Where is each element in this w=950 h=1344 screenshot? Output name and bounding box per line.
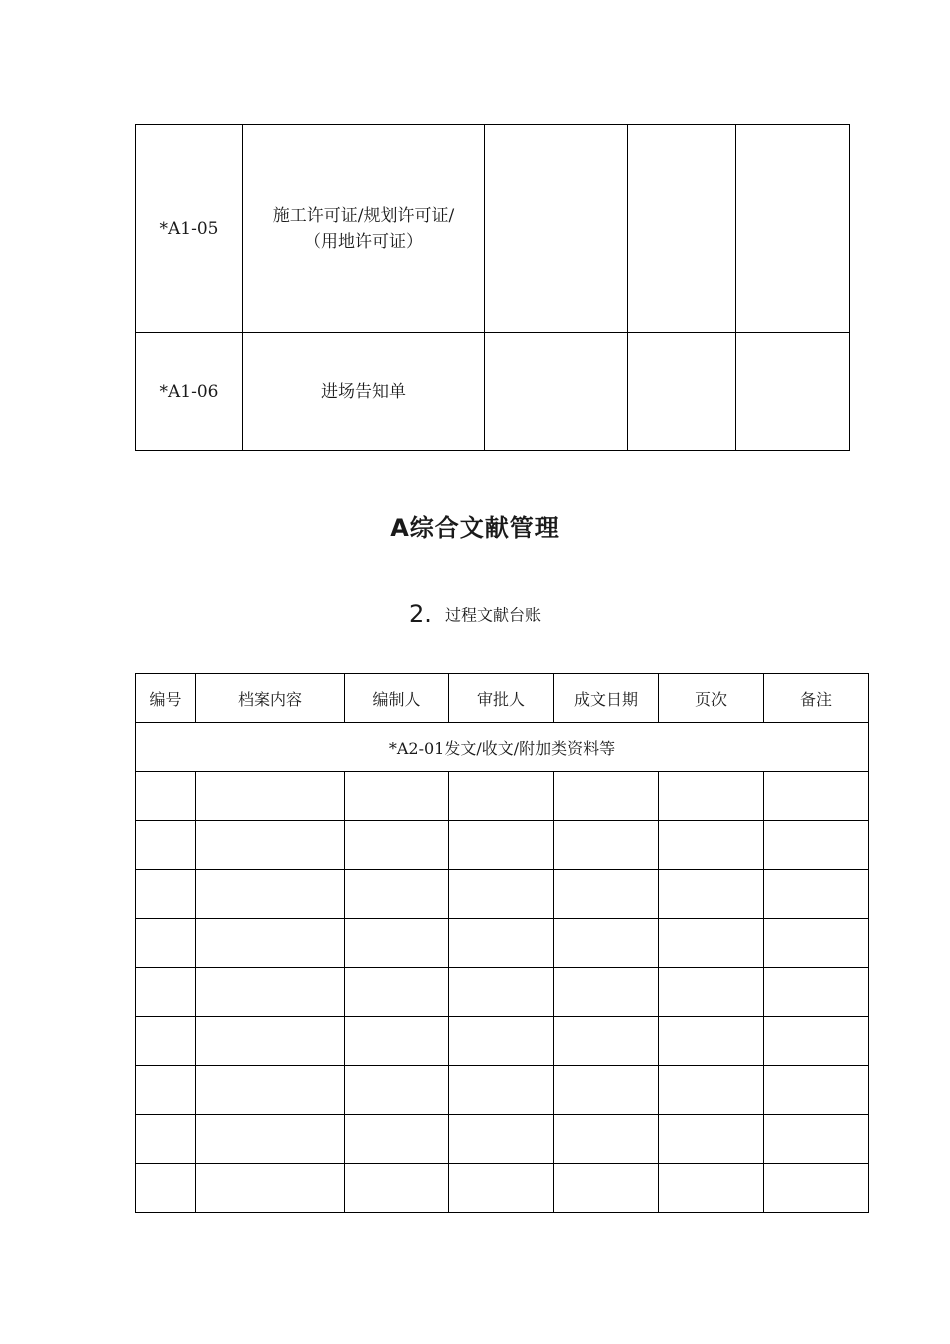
empty-cell — [659, 772, 764, 821]
table-row — [136, 1115, 869, 1164]
empty-cell — [554, 821, 659, 870]
table-row — [136, 1066, 869, 1115]
empty-cell — [449, 821, 554, 870]
table-row — [136, 1017, 869, 1066]
empty-cell — [736, 333, 850, 451]
empty-cell — [345, 870, 449, 919]
empty-cell — [196, 821, 345, 870]
empty-cell — [345, 1017, 449, 1066]
section-title: A综合文献管理 — [390, 514, 560, 542]
empty-cell — [136, 1017, 196, 1066]
table-row — [136, 333, 850, 451]
empty-cell — [628, 125, 736, 333]
empty-cell — [196, 1066, 345, 1115]
table-row — [136, 1164, 869, 1213]
empty-cell — [764, 1164, 869, 1213]
empty-cell — [136, 968, 196, 1017]
record-content: 进场告知单 — [243, 333, 485, 451]
header-cell-code: 编号 — [136, 674, 196, 723]
empty-cell — [736, 125, 850, 333]
table-row — [136, 919, 869, 968]
header-cell-pages: 页次 — [659, 674, 764, 723]
top-record-table — [135, 124, 850, 451]
empty-cell — [659, 821, 764, 870]
process-ledger-table — [135, 673, 869, 1213]
empty-cell — [449, 1017, 554, 1066]
empty-cell — [345, 919, 449, 968]
record-content-line: （用地许可证） — [304, 231, 423, 252]
subsection-number: 2. — [408, 600, 432, 628]
empty-cell — [449, 870, 554, 919]
empty-cell — [196, 1017, 345, 1066]
record-code: *A1-05 — [136, 125, 243, 333]
empty-cell — [449, 772, 554, 821]
empty-cell — [345, 1066, 449, 1115]
empty-cell — [485, 125, 628, 333]
empty-cell — [345, 968, 449, 1017]
empty-cell — [764, 1017, 869, 1066]
empty-cell — [449, 919, 554, 968]
empty-cell — [345, 821, 449, 870]
empty-cell — [554, 1066, 659, 1115]
table-row — [136, 772, 869, 821]
table-row — [136, 821, 869, 870]
empty-cell — [196, 870, 345, 919]
empty-cell — [659, 1164, 764, 1213]
empty-cell — [196, 968, 345, 1017]
empty-cell — [659, 919, 764, 968]
empty-cell — [136, 1115, 196, 1164]
empty-cell — [449, 1115, 554, 1164]
empty-cell — [764, 870, 869, 919]
empty-cell — [449, 1066, 554, 1115]
empty-cell — [554, 1164, 659, 1213]
empty-cell — [554, 968, 659, 1017]
record-content-line: 施工许可证/规划许可证/ — [272, 205, 455, 226]
record-code: *A1-06 — [136, 333, 243, 451]
empty-cell — [764, 772, 869, 821]
empty-cell — [136, 1164, 196, 1213]
empty-cell — [485, 333, 628, 451]
header-row — [136, 674, 869, 723]
empty-cell — [196, 919, 345, 968]
header-cell-approver: 审批人 — [449, 674, 554, 723]
empty-cell — [136, 870, 196, 919]
subsection-heading — [0, 600, 950, 628]
empty-cell — [345, 1164, 449, 1213]
empty-cell — [659, 870, 764, 919]
empty-cell — [554, 1115, 659, 1164]
empty-cell — [554, 919, 659, 968]
record-content — [243, 125, 485, 333]
empty-cell — [136, 772, 196, 821]
empty-cell — [764, 1115, 869, 1164]
table-row — [136, 125, 850, 333]
empty-cell — [136, 919, 196, 968]
empty-cell — [659, 1115, 764, 1164]
header-cell-author: 编制人 — [345, 674, 449, 723]
empty-cell — [196, 1164, 345, 1213]
empty-cell — [449, 1164, 554, 1213]
empty-cell — [659, 1017, 764, 1066]
empty-cell — [345, 1115, 449, 1164]
group-label: *A2-01发文/收文/附加类资料等 — [136, 723, 869, 772]
header-cell-content: 档案内容 — [196, 674, 345, 723]
empty-cell — [554, 772, 659, 821]
header-cell-remarks: 备注 — [764, 674, 869, 723]
table-row — [136, 870, 869, 919]
empty-cell — [136, 1066, 196, 1115]
empty-cell — [196, 772, 345, 821]
table-row — [136, 968, 869, 1017]
empty-cell — [136, 821, 196, 870]
empty-cell — [628, 333, 736, 451]
empty-cell — [764, 1066, 869, 1115]
group-row — [136, 723, 869, 772]
empty-cell — [764, 919, 869, 968]
empty-cell — [449, 968, 554, 1017]
empty-cell — [764, 821, 869, 870]
empty-cell — [764, 968, 869, 1017]
empty-cell — [554, 870, 659, 919]
empty-cell — [196, 1115, 345, 1164]
subsection-title: 过程文献台账 — [444, 605, 541, 625]
empty-cell — [659, 1066, 764, 1115]
empty-cell — [345, 772, 449, 821]
empty-cell — [554, 1017, 659, 1066]
header-cell-date: 成文日期 — [554, 674, 659, 723]
empty-cell — [659, 968, 764, 1017]
